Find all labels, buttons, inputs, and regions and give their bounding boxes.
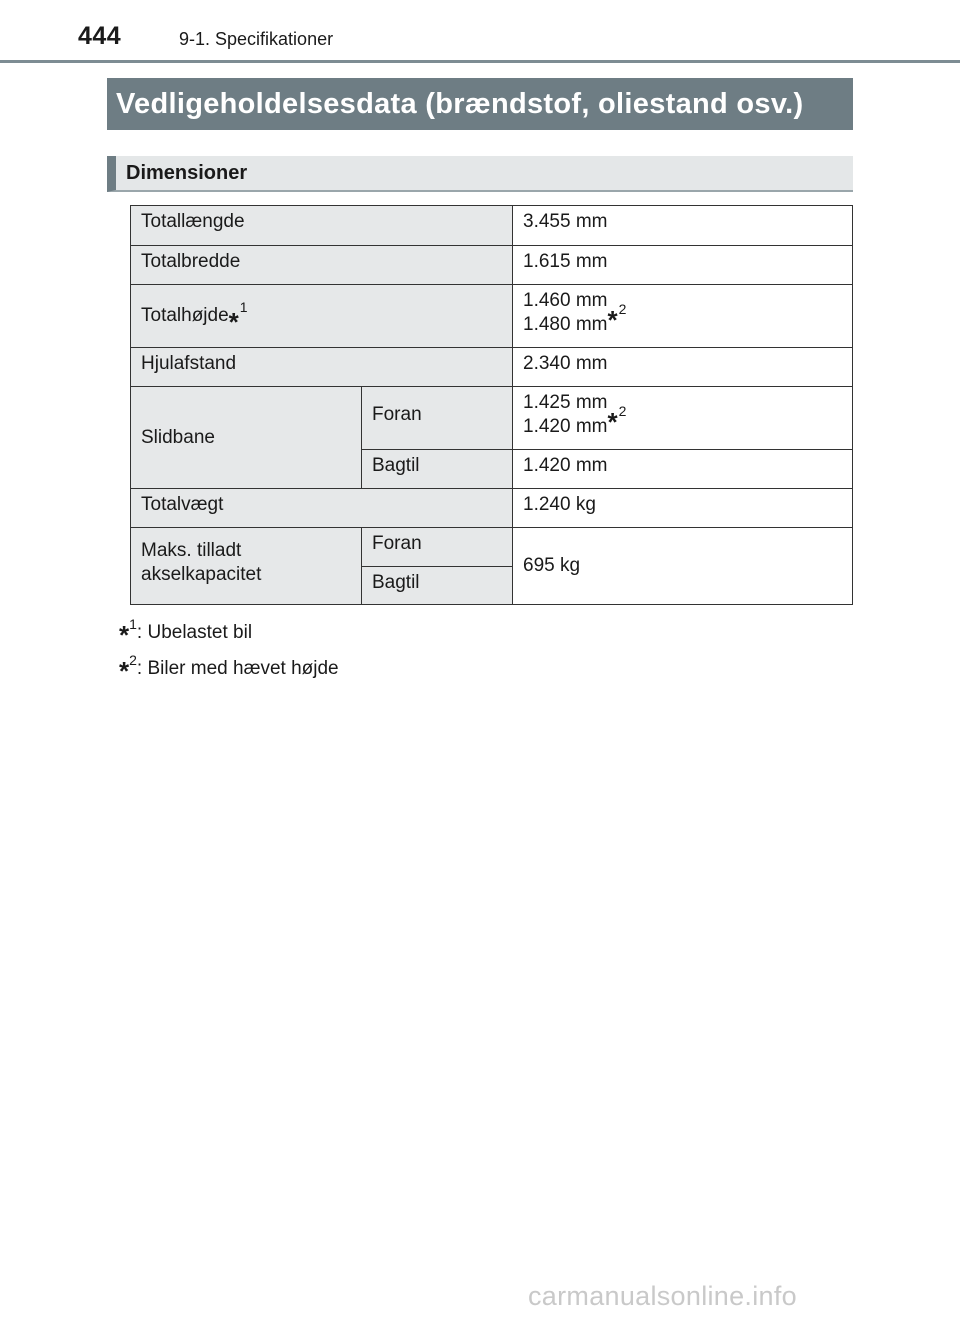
track-label: Slidbane	[131, 386, 361, 488]
total-length-label: Totallængde	[131, 206, 512, 245]
footnote-2	[119, 650, 339, 686]
header-rule	[0, 60, 960, 63]
total-height-label: Totalhøjde	[141, 305, 229, 326]
axle-capacity-value: 695 kg	[512, 527, 853, 604]
track-rear-label: Bagtil	[361, 449, 512, 488]
watermark: carmanualsonline.info	[528, 1281, 797, 1311]
section-subheading: Dimensioner	[107, 156, 853, 192]
axle-capacity-label-line1: Maks. tilladt	[141, 540, 242, 561]
total-width-label: Totalbredde	[131, 245, 512, 284]
footnote-number: 2	[129, 652, 137, 668]
section-label: 9-1. Specifikationer	[179, 29, 334, 49]
footnote-text: : Ubelastet bil	[136, 622, 253, 643]
page-title: Vedligeholdelsesdata (brændstof, oliestand osv.)	[107, 78, 853, 130]
total-weight-label: Totalvægt	[131, 488, 512, 527]
axle-front-label: Foran	[361, 527, 512, 566]
axle-capacity-label-line2: akselkapacitet	[141, 564, 262, 585]
footnote-1	[119, 614, 253, 650]
axle-rear-label: Bagtil	[361, 566, 512, 604]
total-height-value-2: 1.480 mm	[523, 314, 608, 335]
total-length-value: 3.455 mm	[512, 206, 853, 245]
total-width-value: 1.615 mm	[512, 245, 853, 284]
total-height-value-cell	[512, 284, 853, 347]
footnote-number: 1	[129, 616, 137, 632]
total-weight-value: 1.240 kg	[512, 488, 853, 527]
footnote-number: 2	[618, 300, 627, 317]
footnote-text: : Biler med hævet højde	[136, 658, 339, 679]
track-front-value-1: 1.425 mm	[523, 392, 608, 413]
wheelbase-value: 2.340 mm	[512, 347, 853, 386]
wheelbase-label: Hjulafstand	[131, 347, 512, 386]
dimensions-table	[130, 205, 853, 605]
footnote-marker: *	[119, 620, 130, 650]
page-number: 444	[78, 22, 122, 50]
total-height-value-1: 1.460 mm	[523, 290, 608, 311]
track-front-label: Foran	[361, 386, 512, 449]
track-front-value-2: 1.420 mm	[523, 416, 608, 437]
axle-capacity-label-cell	[131, 527, 361, 604]
footnote-marker: *	[607, 406, 618, 437]
track-front-value-cell	[512, 386, 853, 449]
track-rear-value: 1.420 mm	[512, 449, 853, 488]
total-height-label-cell: Totalhøjde * $^1$	[131, 284, 512, 347]
footnote-marker: *	[607, 304, 618, 335]
footnote-marker: *	[119, 656, 130, 686]
footnote-number: 2	[618, 402, 627, 419]
